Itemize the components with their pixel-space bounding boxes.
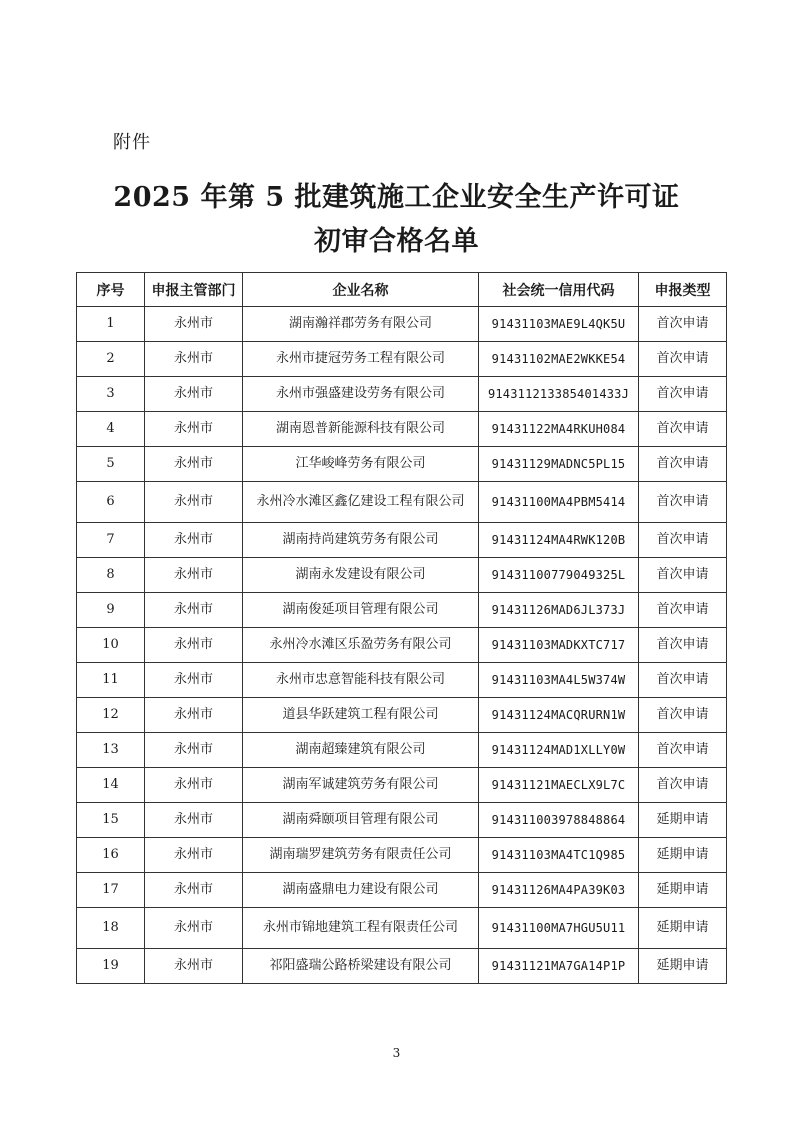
serial-cell: 4 bbox=[77, 412, 145, 447]
table-row bbox=[77, 628, 727, 663]
company-name-cell: 湖南瀚祥郡劳务有限公司 bbox=[243, 307, 479, 342]
table-row bbox=[77, 803, 727, 838]
department-cell: 永州市 bbox=[145, 768, 243, 803]
credit-code-cell: 91431124MACQRURN1W bbox=[479, 698, 639, 733]
application-type-cell: 延期申请 bbox=[639, 908, 727, 949]
serial-cell: 17 bbox=[77, 873, 145, 908]
application-type-cell: 延期申请 bbox=[639, 838, 727, 873]
table-row bbox=[77, 307, 727, 342]
application-type-cell: 首次申请 bbox=[639, 663, 727, 698]
company-name-cell: 湖南盛鼎电力建设有限公司 bbox=[243, 873, 479, 908]
qualified-list-table bbox=[76, 272, 727, 984]
company-name-cell: 永州市捷冠劳务工程有限公司 bbox=[243, 342, 479, 377]
table-row bbox=[77, 558, 727, 593]
application-type-cell: 首次申请 bbox=[639, 593, 727, 628]
department-cell: 永州市 bbox=[145, 412, 243, 447]
serial-cell: 10 bbox=[77, 628, 145, 663]
table-row bbox=[77, 838, 727, 873]
credit-code-cell: 91431102MAE2WKKE54 bbox=[479, 342, 639, 377]
company-name-cell: 湖南俊延项目管理有限公司 bbox=[243, 593, 479, 628]
application-type-cell: 首次申请 bbox=[639, 628, 727, 663]
department-cell: 永州市 bbox=[145, 558, 243, 593]
application-type-cell: 首次申请 bbox=[639, 523, 727, 558]
table-row bbox=[77, 873, 727, 908]
serial-cell: 6 bbox=[77, 482, 145, 523]
application-type-cell: 延期申请 bbox=[639, 873, 727, 908]
serial-cell: 3 bbox=[77, 377, 145, 412]
company-name-cell: 永州市忠意智能科技有限公司 bbox=[243, 663, 479, 698]
attachment-label: 附件 bbox=[113, 132, 151, 153]
credit-code-cell: 91431121MAECLX9L7C bbox=[479, 768, 639, 803]
company-name-cell: 湖南恩普新能源科技有限公司 bbox=[243, 412, 479, 447]
table-row bbox=[77, 342, 727, 377]
serial-cell: 14 bbox=[77, 768, 145, 803]
application-type-cell: 首次申请 bbox=[639, 307, 727, 342]
serial-cell: 11 bbox=[77, 663, 145, 698]
document-title-line2: 初审合格名单 bbox=[314, 226, 479, 257]
table-header-row bbox=[77, 273, 727, 307]
department-cell: 永州市 bbox=[145, 377, 243, 412]
company-name-cell: 江华峻峰劳务有限公司 bbox=[243, 447, 479, 482]
serial-cell: 18 bbox=[77, 908, 145, 949]
application-type-cell: 首次申请 bbox=[639, 733, 727, 768]
credit-code-cell: 91431100MA4PBM5414 bbox=[479, 482, 639, 523]
serial-cell: 9 bbox=[77, 593, 145, 628]
credit-code-cell: 91431103MAE9L4QK5U bbox=[479, 307, 639, 342]
application-type-cell: 首次申请 bbox=[639, 698, 727, 733]
table-row bbox=[77, 698, 727, 733]
department-cell: 永州市 bbox=[145, 838, 243, 873]
credit-code-cell: 91431103MA4L5W374W bbox=[479, 663, 639, 698]
serial-cell: 5 bbox=[77, 447, 145, 482]
document-title-line1: 2025 年第 5 批建筑施工企业安全生产许可证 bbox=[113, 182, 680, 213]
department-cell: 永州市 bbox=[145, 698, 243, 733]
application-type-cell: 首次申请 bbox=[639, 482, 727, 523]
credit-code-cell: 91431103MA4TC1Q985 bbox=[479, 838, 639, 873]
application-type-cell: 首次申请 bbox=[639, 412, 727, 447]
table-row bbox=[77, 447, 727, 482]
application-type-cell: 首次申请 bbox=[639, 377, 727, 412]
department-cell: 永州市 bbox=[145, 908, 243, 949]
page-number: 3 bbox=[392, 1046, 401, 1060]
table-row bbox=[77, 412, 727, 447]
credit-code-cell: 91431121MA7GA14P1P bbox=[479, 949, 639, 984]
application-type-cell: 首次申请 bbox=[639, 447, 727, 482]
company-name-cell: 湖南超臻建筑有限公司 bbox=[243, 733, 479, 768]
department-cell: 永州市 bbox=[145, 628, 243, 663]
credit-code-cell: 91431129MADNC5PL15 bbox=[479, 447, 639, 482]
credit-code-cell: 914311003978848864 bbox=[479, 803, 639, 838]
department-cell: 永州市 bbox=[145, 307, 243, 342]
company-name-cell: 祁阳盛瑞公路桥梁建设有限公司 bbox=[243, 949, 479, 984]
company-name-cell: 湖南瑞罗建筑劳务有限责任公司 bbox=[243, 838, 479, 873]
credit-code-cell: 91431124MAD1XLLY0W bbox=[479, 733, 639, 768]
credit-code-cell: 91431103MADKXTC717 bbox=[479, 628, 639, 663]
application-type-cell: 首次申请 bbox=[639, 768, 727, 803]
table-row bbox=[77, 523, 727, 558]
department-cell: 永州市 bbox=[145, 873, 243, 908]
application-type-cell: 延期申请 bbox=[639, 949, 727, 984]
serial-cell: 2 bbox=[77, 342, 145, 377]
company-name-cell: 永州市强盛建设劳务有限公司 bbox=[243, 377, 479, 412]
credit-code-cell: 91431100MA7HGU5U11 bbox=[479, 908, 639, 949]
company-name-cell: 永州市锦地建筑工程有限责任公司 bbox=[243, 908, 479, 949]
company-name-cell: 道县华跃建筑工程有限公司 bbox=[243, 698, 479, 733]
table-row bbox=[77, 949, 727, 984]
column-header-department: 申报主管部门 bbox=[145, 273, 243, 307]
serial-cell: 1 bbox=[77, 307, 145, 342]
department-cell: 永州市 bbox=[145, 733, 243, 768]
serial-cell: 8 bbox=[77, 558, 145, 593]
table-row bbox=[77, 663, 727, 698]
column-header-company-name: 企业名称 bbox=[243, 273, 479, 307]
serial-cell: 19 bbox=[77, 949, 145, 984]
table-row bbox=[77, 593, 727, 628]
department-cell: 永州市 bbox=[145, 663, 243, 698]
column-header-application-type: 申报类型 bbox=[639, 273, 727, 307]
table-row bbox=[77, 733, 727, 768]
serial-cell: 15 bbox=[77, 803, 145, 838]
department-cell: 永州市 bbox=[145, 482, 243, 523]
credit-code-cell: 91431100779049325L bbox=[479, 558, 639, 593]
department-cell: 永州市 bbox=[145, 803, 243, 838]
department-cell: 永州市 bbox=[145, 447, 243, 482]
application-type-cell: 首次申请 bbox=[639, 342, 727, 377]
application-type-cell: 首次申请 bbox=[639, 558, 727, 593]
credit-code-cell: 91431126MA4PA39K03 bbox=[479, 873, 639, 908]
company-name-cell: 湖南军诚建筑劳务有限公司 bbox=[243, 768, 479, 803]
table-row bbox=[77, 768, 727, 803]
credit-code-cell: 91431124MA4RWK120B bbox=[479, 523, 639, 558]
table-body bbox=[77, 307, 727, 984]
credit-code-cell: 91431122MA4RKUH084 bbox=[479, 412, 639, 447]
application-type-cell: 延期申请 bbox=[639, 803, 727, 838]
company-name-cell: 湖南持尚建筑劳务有限公司 bbox=[243, 523, 479, 558]
company-name-cell: 永州冷水滩区乐盈劳务有限公司 bbox=[243, 628, 479, 663]
serial-cell: 12 bbox=[77, 698, 145, 733]
department-cell: 永州市 bbox=[145, 949, 243, 984]
serial-cell: 13 bbox=[77, 733, 145, 768]
table-row bbox=[77, 482, 727, 523]
credit-code-cell: 914311213385401433J bbox=[479, 377, 639, 412]
column-header-credit-code: 社会统一信用代码 bbox=[479, 273, 639, 307]
company-name-cell: 湖南永发建设有限公司 bbox=[243, 558, 479, 593]
serial-cell: 7 bbox=[77, 523, 145, 558]
company-name-cell: 湖南舜颐项目管理有限公司 bbox=[243, 803, 479, 838]
credit-code-cell: 91431126MAD6JL373J bbox=[479, 593, 639, 628]
serial-cell: 16 bbox=[77, 838, 145, 873]
column-header-serial: 序号 bbox=[77, 273, 145, 307]
table-row bbox=[77, 908, 727, 949]
department-cell: 永州市 bbox=[145, 593, 243, 628]
department-cell: 永州市 bbox=[145, 342, 243, 377]
table-row bbox=[77, 377, 727, 412]
department-cell: 永州市 bbox=[145, 523, 243, 558]
company-name-cell: 永州冷水滩区鑫亿建设工程有限公司 bbox=[243, 482, 479, 523]
